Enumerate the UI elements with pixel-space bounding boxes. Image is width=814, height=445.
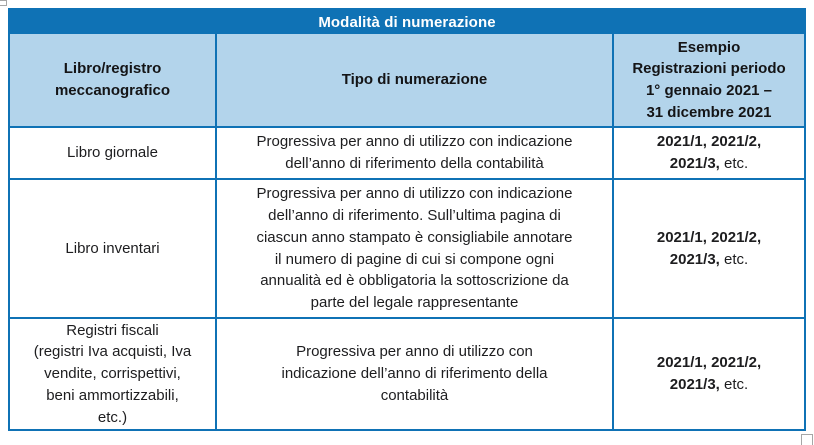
esempio-row3-bold-line2: 2021/3, xyxy=(669,376,720,393)
esempio-row1-etc: etc. xyxy=(719,155,749,172)
cell-esempio-row3 xyxy=(612,317,804,429)
cell-libro-row3-text: Registri fiscali (registri Iva acquisti, Iva vendite, corrispettivi, beni ammortizzabili, etc.) xyxy=(33,321,192,426)
cell-libro-row1-text: Libro giornale xyxy=(67,144,158,162)
cell-libro-row2 xyxy=(10,178,215,317)
crop-artifact-top-left xyxy=(0,0,7,6)
column-header-tipo-numerazione-label: Tipo di numerazione xyxy=(341,71,488,89)
column-header-tipo-numerazione xyxy=(215,34,612,126)
column-header-libro-registro-label: Libro/registro meccanografico xyxy=(54,60,171,99)
table-title: Modalità di numerazione xyxy=(318,13,496,31)
cell-esempio-row1 xyxy=(612,126,804,178)
esempio-row1-bold-line2: 2021/3, xyxy=(669,155,720,172)
esempio-row3-bold-line1: 2021/1, 2021/2, xyxy=(656,354,762,372)
cell-libro-row3 xyxy=(10,317,215,429)
table-title-bar xyxy=(10,10,804,34)
esempio-row2-bold-line2: 2021/3, xyxy=(669,250,720,268)
cell-tipo-row1-text: Progressiva per anno di utilizzo con indicazione dell’anno di riferimento della contabilità xyxy=(256,133,573,172)
cell-esempio-row2-text xyxy=(657,227,761,271)
cell-tipo-row2-text: Progressiva per anno di utilizzo con indicazione dell’anno di riferimento. Sull’ultima pagina di ciascun anno stampato è consigliabile annotare il numero di pagine di cui si compone ogni annualità ed è obbligatoria la sottoscrizione da parte del legale rappresentante xyxy=(256,185,573,311)
esempio-row3-etc: etc. xyxy=(719,376,749,393)
cell-libro-row1 xyxy=(10,126,215,178)
cell-esempio-row2 xyxy=(612,178,804,317)
esempio-row2-bold-line1: 2021/1, 2021/2, xyxy=(656,228,762,246)
numbering-table xyxy=(8,8,806,431)
esempio-row2-etc: etc. xyxy=(719,250,749,268)
cell-libro-row2-text: Libro inventari xyxy=(65,239,160,257)
cell-tipo-row3 xyxy=(215,317,612,429)
cell-tipo-row3-text: Progressiva per anno di utilizzo con indicazione dell’anno di riferimento della contabilità xyxy=(281,343,548,404)
column-header-esempio xyxy=(612,34,804,126)
cell-esempio-row3-text xyxy=(657,352,761,396)
esempio-row1-bold-line1: 2021/1, 2021/2, xyxy=(656,133,762,151)
cell-tipo-row1 xyxy=(215,126,612,178)
column-header-esempio-label: Esempio Registrazioni periodo 1° gennaio 2021 – 31 dicembre 2021 xyxy=(632,38,786,121)
cell-tipo-row2 xyxy=(215,178,612,317)
table-grid xyxy=(10,34,804,429)
crop-artifact-bottom-right xyxy=(801,434,813,445)
column-header-libro-registro xyxy=(10,34,215,126)
cell-esempio-row1-text xyxy=(657,131,761,175)
